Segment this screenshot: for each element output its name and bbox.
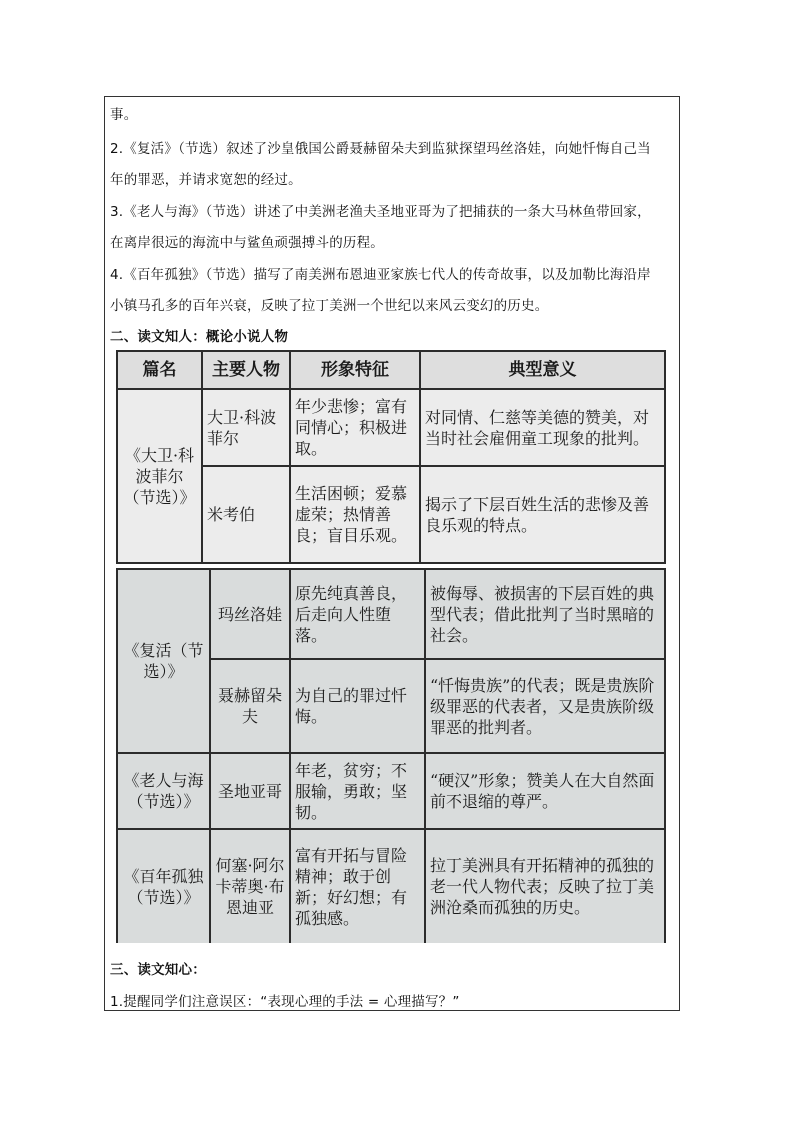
work-title: 《复活（节选）》: [117, 569, 210, 753]
text-line: 小镇马孔多的百年兴衰，反映了拉丁美洲一个世纪以来风云变幻的历史。: [110, 298, 549, 314]
character-traits: 原先纯真善良，后走向人性堕落。: [290, 569, 425, 659]
character-traits: 为自己的罪过忏悔。: [290, 659, 425, 753]
character-table-part-1: [116, 350, 666, 564]
character-table-part-2: [116, 568, 666, 943]
typical-meaning: “硬汉”形象；赞美人在大自然面前不退缩的尊严。: [425, 753, 665, 829]
typical-meaning: 对同情、仁慈等美德的赞美，对当时社会雇佣童工现象的批判。: [420, 389, 665, 466]
header-title: 篇名: [117, 351, 202, 389]
header-traits: 形象特征: [290, 351, 420, 389]
character-traits: 富有开拓与冒险精神；敢于创新；好幻想；有孤独感。: [290, 829, 425, 943]
character-traits: 生活困顿；爱慕虚荣；热情善良；盲目乐观。: [290, 466, 420, 563]
header-character: 主要人物: [202, 351, 290, 389]
character-name: 何塞·阿尔卡蒂奥·布恩迪亚: [210, 829, 290, 943]
character-traits: 年老，贫穷；不服输，勇敢；坚韧。: [290, 753, 425, 829]
table-photo-2: [116, 568, 666, 943]
text-line: 3.《老人与海》（节选）讲述了中美洲老渔夫圣地亚哥为了把捕获的一条大马林鱼带回家，: [110, 204, 651, 220]
text-line: 2.《复活》（节选）叙述了沙皇俄国公爵聂赫留朵夫到监狱探望玛丝洛娃，向她忏悔自己当: [110, 141, 651, 157]
section-heading: 三、读文知心：: [110, 962, 206, 978]
work-title: 《百年孤独（节选）》: [117, 829, 210, 943]
typical-meaning: “忏悔贵族”的代表；既是贵族阶级罪恶的代表者，又是贵族阶级罪恶的批判者。: [425, 659, 665, 753]
typical-meaning: 拉丁美洲具有开拓精神的孤独的老一代人物代表；反映了拉丁美洲沧桑而孤独的历史。: [425, 829, 665, 943]
text-line: 在离岸很远的海流中与鲨鱼顽强搏斗的历程。: [110, 235, 384, 251]
character-name: 聂赫留朵夫: [210, 659, 290, 753]
work-title: 《老人与海（节选）》: [117, 753, 210, 829]
typical-meaning: 揭示了下层百姓生活的悲惨及善良乐观的特点。: [420, 466, 665, 563]
character-name: 大卫·科波菲尔: [202, 389, 290, 466]
character-traits: 年少悲惨；富有同情心；积极进取。: [290, 389, 420, 466]
text-line: 事。: [110, 107, 138, 123]
character-name: 玛丝洛娃: [210, 569, 290, 659]
character-name: 米考伯: [202, 466, 290, 563]
header-meaning: 典型意义: [420, 351, 665, 389]
work-title: 《大卫·科波菲尔（节选）》: [117, 389, 202, 563]
character-name: 圣地亚哥: [210, 753, 290, 829]
text-line: 年的罪恶，并请求宽恕的经过。: [110, 172, 302, 188]
section-heading: 二、读文知人：概论小说人物: [110, 329, 289, 345]
text-line: 4.《百年孤独》（节选）描写了南美洲布恩迪亚家族七代人的传奇故事，以及加勒比海沿岸: [110, 267, 651, 283]
table-photo-1: [116, 350, 666, 564]
text-line: 1.提醒同学们注意误区：“表现心理的手法 = 心理描写？”: [110, 994, 460, 1010]
typical-meaning: 被侮辱、被损害的下层百姓的典型代表；借此批判了当时黑暗的社会。: [425, 569, 665, 659]
